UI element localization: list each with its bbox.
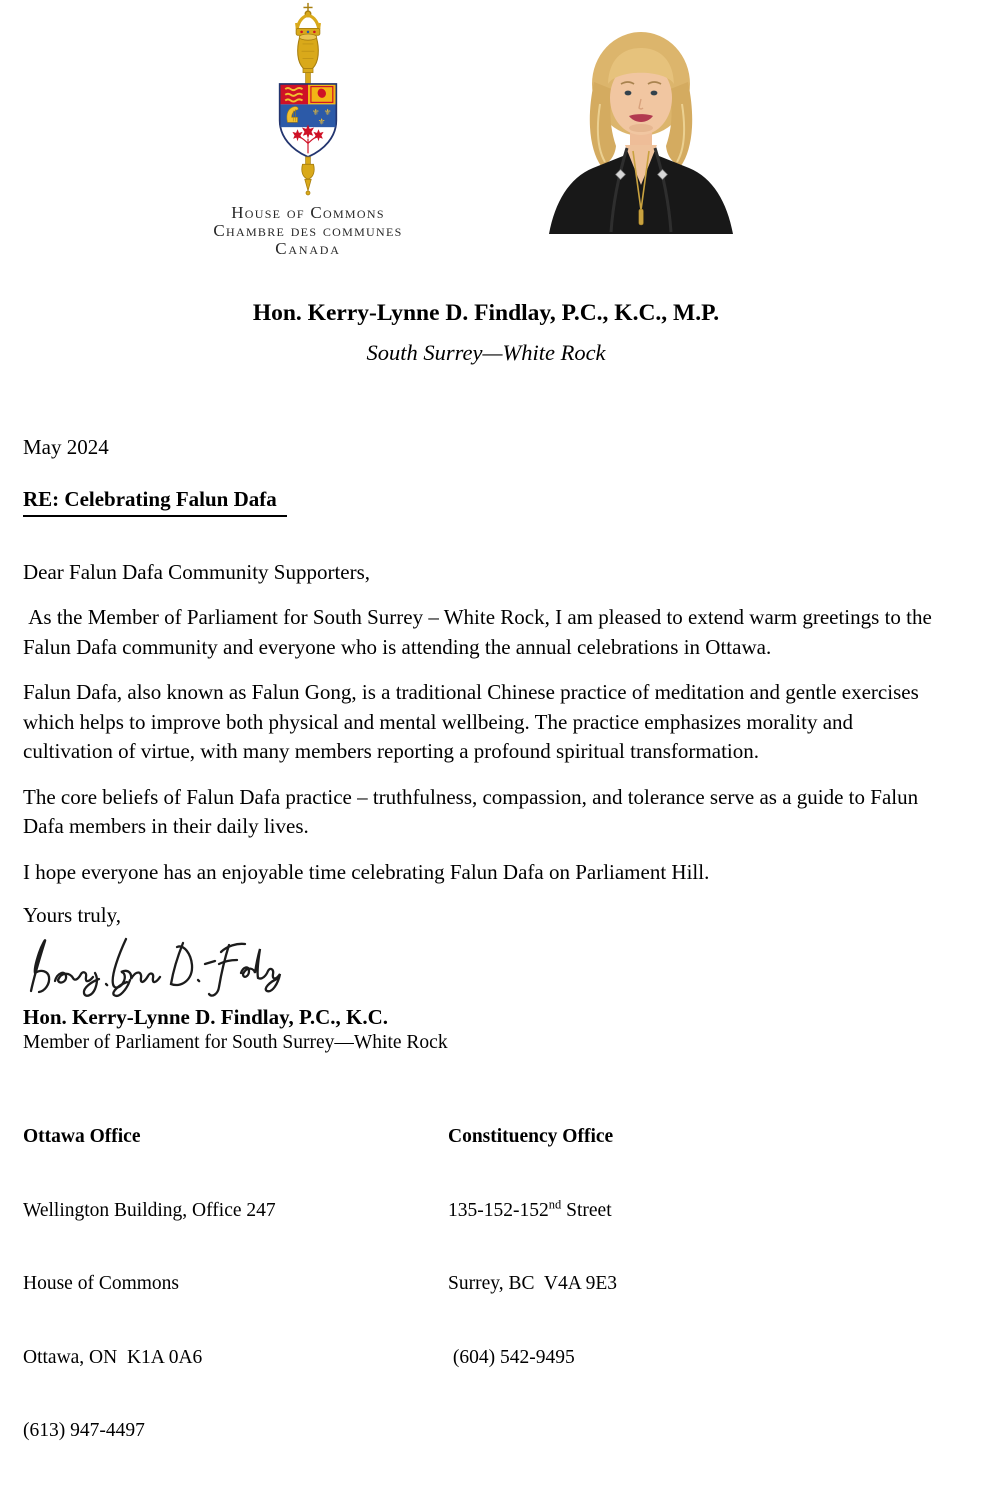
office-addresses (23, 1076, 947, 1493)
constituency-office-line: Surrey, BC V4A 9E3 (448, 1273, 618, 1294)
street-number: 135-152-152 (448, 1199, 549, 1221)
letter-body (23, 432, 947, 1493)
ottawa-office-heading: Ottawa Office (23, 1126, 141, 1147)
mp-portrait-photo (543, 4, 739, 234)
constituency-office-heading: Constituency Office (448, 1126, 614, 1147)
street-ordinal-suffix: nd (548, 1197, 562, 1211)
letter-date: May 2024 (23, 435, 109, 459)
ottawa-office-line: House of Commons (23, 1273, 179, 1294)
mp-name-title: Hon. Kerry-Lynne D. Findlay, P.C., K.C., M.P. (252, 300, 720, 326)
salutation: Dear Falun Dafa Community Supporters, (23, 560, 371, 584)
ottawa-office-line: Wellington Building, Office 247 (23, 1199, 276, 1221)
ottawa-office-block (23, 1076, 448, 1493)
svg-text:⚜: ⚜ (311, 108, 320, 119)
constituency-office-street (448, 1199, 617, 1224)
paragraph-about-falun-dafa: Falun Dafa, also known as Falun Gong, is a traditional Chinese practice of meditation and gentle exercises which helps to improve both physical and mental wellbeing. The practice emphasizes morality and cultivation of virtue, with many members reporting a profound spiritual transformation. (23, 680, 925, 763)
constituency-office-block (448, 1076, 617, 1493)
subject-row (23, 484, 947, 517)
handwritten-signature (23, 933, 288, 999)
street-name: Street (561, 1199, 612, 1221)
svg-text:⚜: ⚜ (323, 108, 332, 119)
ottawa-office-phone: (613) 947-4497 (23, 1420, 145, 1441)
paragraph-core-beliefs: The core beliefs of Falun Dafa practice – truthfulness, compassion, and tolerance serve as a guide to Falun Dafa members in their daily lives. (23, 784, 924, 838)
paragraph-well-wishes: I hope everyone has an enjoyable time celebrating Falun Dafa on Parliament Hill. (23, 859, 710, 884)
svg-text:⚜: ⚜ (317, 117, 326, 128)
closing-phrase: Yours truly, (23, 903, 122, 927)
org-name-country: Canada (275, 239, 341, 258)
paragraph-greetings: As the Member of Parliament for South Surrey – White Rock, I am pleased to extend warm greetings to the Falun Dafa community and everyone who is attending the annual celebrations in Ottawa. (23, 605, 938, 659)
signer-name: Hon. Kerry-Lynne D. Findlay, P.C., K.C. (23, 1005, 389, 1029)
signer-title: Member of Parliament for South Surrey—White Rock (23, 1032, 448, 1053)
ottawa-office-line: Ottawa, ON K1A 0A6 (23, 1346, 203, 1368)
subject-line: RE: Celebrating Falun Dafa (23, 484, 287, 517)
constituency-office-phone: (604) 542-9495 (448, 1346, 575, 1368)
letterhead-crest-block (158, 2, 458, 258)
org-name-english: House of Commons (231, 203, 385, 222)
house-of-commons-crest-icon (262, 2, 354, 198)
org-name-french: Chambre des communes (213, 221, 403, 240)
riding-name: South Surrey—White Rock (366, 340, 606, 365)
